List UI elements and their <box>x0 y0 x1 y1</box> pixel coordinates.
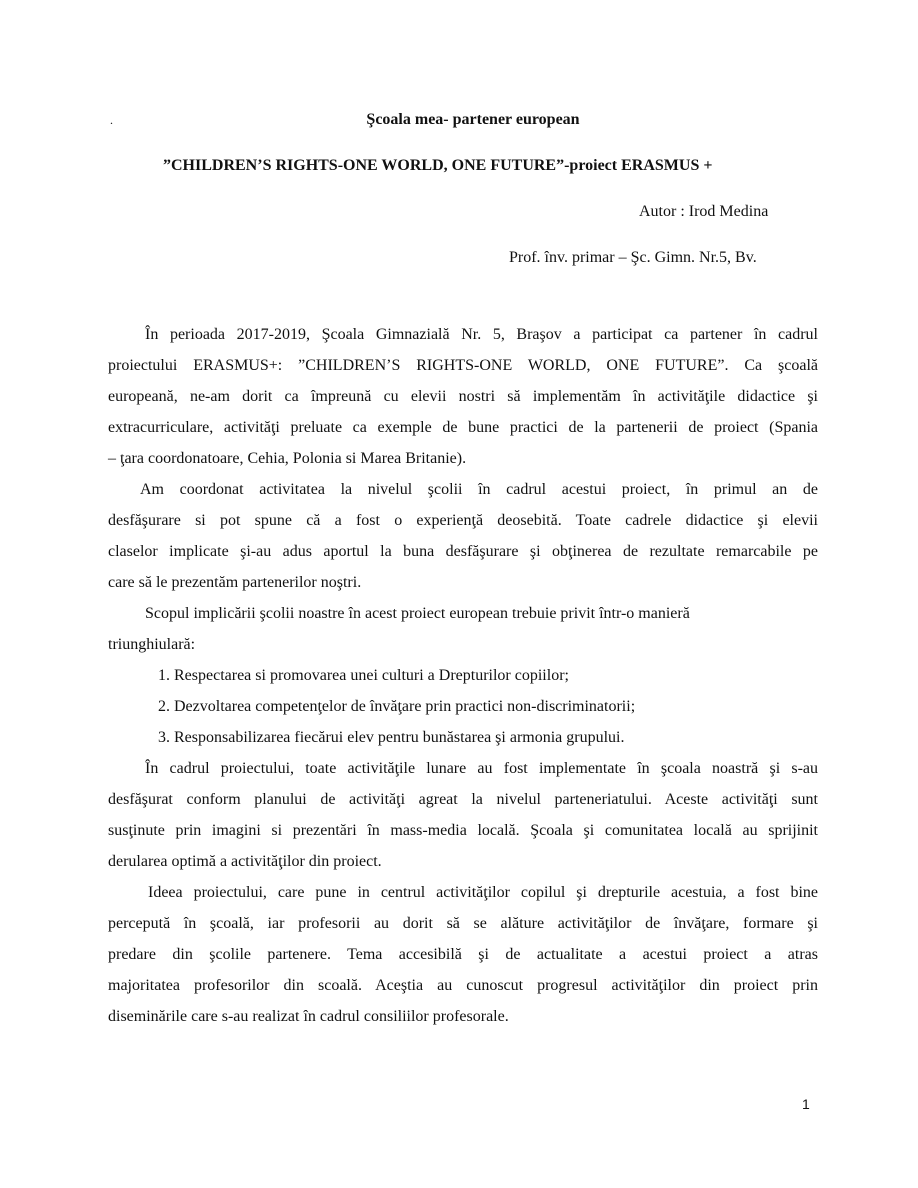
list-item: 1. Respectarea si promovarea unei culturi a Drepturilor copiilor; <box>158 667 569 684</box>
objectives-list <box>108 664 818 757</box>
paragraph <box>108 602 818 664</box>
text-line: triunghiulară: <box>108 636 196 653</box>
paragraph <box>108 478 818 602</box>
project-subtitle: ”CHILDREN’S RIGHTS-ONE WORLD, ONE FUTURE”-proiect ERASMUS + <box>163 157 713 174</box>
text-line: claselor implicate şi-au adus aportul la buna desfăşurare şi obţinerea de rezultate remarcabile pe <box>108 543 818 560</box>
text-line: susţinute prin imagini si prezentări în mass-media locală. Şcoala şi comunitatea locală au sprijinit <box>108 822 818 839</box>
text-line: – ţara coordonatoare, Cehia, Polonia si Marea Britanie). <box>108 450 467 467</box>
author-line: Autor : Irod Medina <box>639 203 769 220</box>
text-line: proiectului ERASMUS+: ”CHILDREN’S RIGHTS-ONE WORLD, ONE FUTURE”. Ca şcoală <box>108 357 818 374</box>
list-item: 2. Dezvoltarea competenţelor de învăţare prin practici non-discriminatorii; <box>158 698 636 715</box>
text-line: desfăşurat conform planului de activităţi agreat la nivelul parteneriatului. Aceste activităţi sunt <box>108 791 818 808</box>
text-line: Am coordonat activitatea la nivelul şcolii în cadrul acestui proiect, în primul an de <box>140 481 818 498</box>
affiliation-line: Prof. înv. primar – Şc. Gimn. Nr.5, Bv. <box>509 249 757 266</box>
text-line: diseminările care s-au realizat în cadrul consiliilor profesorale. <box>108 1008 509 1025</box>
stray-dot: . <box>110 113 113 127</box>
text-line: Scopul implicării şcolii noastre în acest proiect european trebuie privit într-o manieră <box>145 605 690 622</box>
text-line: Ideea proiectului, care pune in centrul activităţilor copilul şi drepturile acestuia, a fost bine <box>148 884 818 901</box>
paragraph <box>108 881 818 1036</box>
body-text <box>108 323 818 1036</box>
text-line: În cadrul proiectului, toate activităţile lunare au fost implementate în şcoala noastră şi s-au <box>145 760 818 777</box>
paragraph <box>108 323 818 478</box>
page-title: Şcoala mea- partener european <box>366 111 580 128</box>
text-line: extracurriculare, activităţi preluate ca exemple de bune practici de la partenerii de proiect (Spania <box>108 419 818 436</box>
text-line: desfăşurare si pot spune că a fost o experienţă deosebită. Toate cadrele didactice şi elevii <box>108 512 818 529</box>
text-line: predare din şcolile partenere. Tema accesibilă şi de actualitate a acestui proiect a atras <box>108 946 818 963</box>
list-item: 3. Responsabilizarea fiecărui elev pentru bunăstarea şi armonia grupului. <box>158 729 625 746</box>
text-line: majoritatea profesorilor din scoală. Aceştia au cunoscut progresul activităţilor din proiect prin <box>108 977 818 994</box>
text-line: derularea optimă a activităţilor din proiect. <box>108 853 382 870</box>
text-line: În perioada 2017-2019, Şcoala Gimnazială Nr. 5, Braşov a participat ca partener în cadrul <box>145 326 818 343</box>
text-line: percepută în şcoală, iar profesorii au dorit să se alăture activităţilor de învăţare, formare şi <box>108 915 818 932</box>
text-line: care să le prezentăm partenerilor noştri. <box>108 574 362 591</box>
page-number: 1 <box>802 1096 810 1112</box>
text-line: europeană, ne-am dorit ca împreună cu elevii nostri să implementăm în activităţile didactice şi <box>108 388 818 405</box>
paragraph <box>108 757 818 881</box>
